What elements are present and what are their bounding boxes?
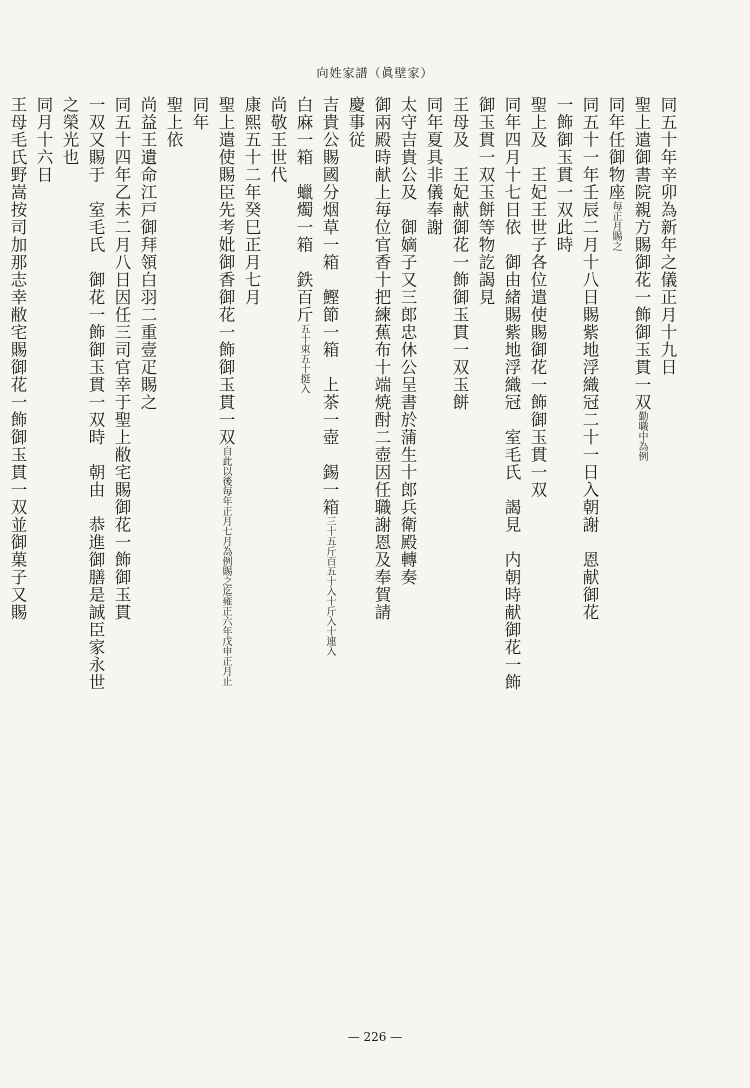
page-number: — 226 — [347,1030,403,1044]
text-column [290,96,316,996]
text-column: 同五十年辛卯為新年之儀正月十九日 [658,96,677,376]
column-text: 吉貴公賜國分烟草一箱 鰹節一箱 上茶一壺 錫一箱 [320,96,339,516]
inline-note: 三十五斤 [324,516,335,556]
text-column: 王母毛氏野嵩按司加那志幸敝宅賜御花一飾御玉貫一双並御菓子又賜 [8,96,27,621]
text-column: 慶事従 [346,96,365,149]
inline-note: 五十挺入 [298,353,309,394]
text-column: 太守吉貴公及 御嫡子又三郎忠休公呈書於蒲生十郎兵衛殿轉奏 [398,96,417,586]
column-text: 同年任御物座 [606,96,625,201]
text-column: 同月十六日 [34,96,53,184]
inline-note: 自此以後毎年正月七月為例 [220,446,231,566]
column-text: 白麻一箱 蠟燭一箱 鉄百斤 [294,96,313,324]
text-column: 同年四月十七日依 御由緒賜紫地浮織冠 室毛氏 謁見 内朝時献御花一飾 [502,96,521,691]
text-column: 一飾御玉貫一双此時 [554,96,573,254]
text-column [602,96,628,996]
text-column: 同年夏具非儀奉謝 [424,96,443,236]
text-column: 尚益王遺命江戸御拜領白羽二重壹疋賜之 [138,96,157,411]
text-column [628,96,654,996]
text-column: 一双又賜于 室毛氏 御花一飾御玉貫一双時 朝由 恭進御膳是誠臣家永世 [86,96,105,691]
text-column: 同年 [190,96,209,131]
text-column: 御兩殿時献上毎位官香十把練蕉布十端焼酎二壺因任職謝恩及奉賀請 [372,96,391,621]
text-column: 御玉貫一双玉餅等物訖謁見 [476,96,495,306]
page-header: 向姓家譜（眞壁家） [316,66,434,80]
inline-note: 勤職中為例 [636,411,647,461]
inline-note: 毎正月賜之 [610,201,621,251]
text-column: 同五十一年壬辰二月十八日賜紫地浮織冠二十一日入朝謝 恩献御花 [580,96,599,621]
section-heading: 尚敬王世代 [268,96,287,184]
inline-note: 五十束 [298,323,309,354]
inline-note: 十斤入 [324,596,335,626]
text-column: 康熙五十二年癸巳正月七月 [242,96,261,306]
inline-note: 賜之迄雍正六年戊申正月止 [220,566,231,686]
inline-note: 百五十入 [324,556,335,596]
text-column: 同五十四年乙未二月八日因任三司官幸于聖上敝宅賜御花一飾御玉貫 [112,96,131,621]
text-column: 之榮光也 [60,96,79,166]
text-column: 聖上及 王妃王世子各位遣使賜御花一飾御玉貫一双 [528,96,547,499]
column-text: 聖上遣御書院親方賜御花一飾御玉貫一双 [632,96,651,411]
text-column [316,96,342,996]
text-column: 聖上依 [164,96,183,149]
column-text: 聖上遣使賜臣先考妣御香御花一飾御玉貫一双 [216,96,235,446]
text-column: 王母及 王妃献御花一飾御玉貫一双玉餅 [450,96,469,411]
text-column [212,96,238,996]
document-body [0,96,680,996]
inline-note: 十連入 [324,626,335,656]
